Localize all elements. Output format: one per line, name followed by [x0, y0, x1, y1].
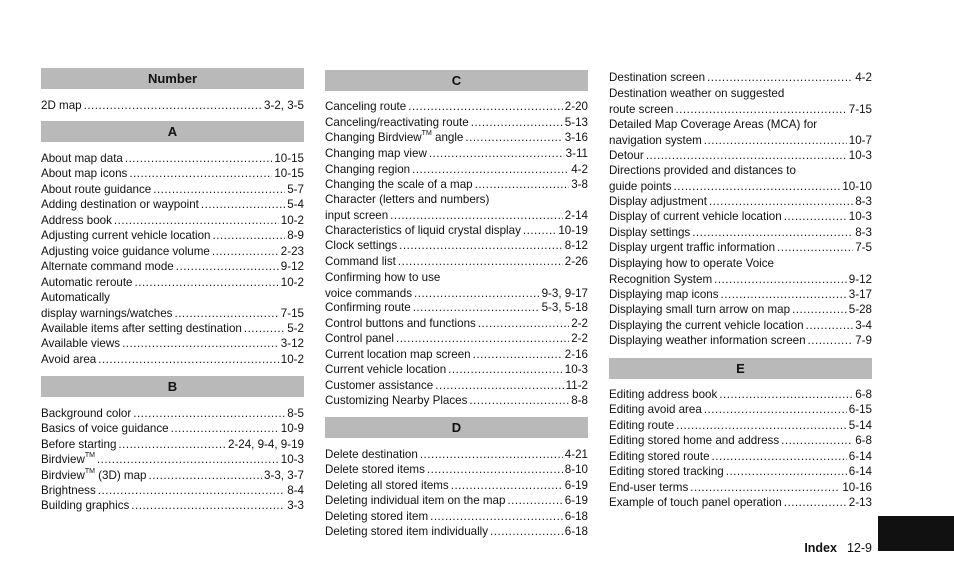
entry-page-ref: 6-18 — [564, 525, 588, 538]
leader-dots — [133, 406, 285, 422]
entry-term: Brightness — [41, 484, 96, 497]
leader-dots — [469, 393, 569, 409]
index-entry — [325, 493, 588, 509]
index-entry — [609, 163, 872, 194]
index-entry — [325, 524, 588, 540]
entry-term: Adding destination or waypoint — [41, 198, 199, 211]
entry-page-ref: 3-12 — [280, 337, 304, 350]
index-entry — [41, 437, 304, 453]
entry-term: Editing avoid area — [609, 403, 702, 416]
leader-dots — [473, 347, 563, 363]
leader-dots — [244, 321, 285, 337]
leader-dots — [784, 495, 847, 511]
index-entry — [609, 464, 872, 480]
section-header-number: Number — [41, 68, 304, 89]
entry-page-ref: 6-15 — [848, 403, 872, 416]
entry-page-ref: 2-16 — [564, 348, 588, 361]
entry-page-ref: 9-12 — [848, 272, 872, 286]
entry-term: Clock settings — [325, 239, 398, 252]
index-entry — [609, 209, 872, 225]
index-entry — [325, 378, 588, 394]
leader-dots — [451, 478, 563, 494]
entry-term: Detailed Map Coverage Areas (MCA) for — [609, 118, 818, 131]
entry-page-ref: 10-19 — [558, 224, 588, 237]
entry-page-ref: 7-9 — [855, 334, 872, 347]
entry-term: About map data — [41, 152, 123, 165]
entry-term: Command list — [325, 255, 396, 268]
leader-dots — [396, 331, 569, 347]
leader-dots — [646, 148, 847, 164]
section-header-b: B — [41, 376, 304, 397]
leader-dots — [390, 208, 563, 224]
leader-dots — [692, 225, 853, 241]
entry-page-ref: 3-3 — [287, 499, 304, 512]
entry-term: navigation system — [609, 133, 702, 147]
index-entry — [41, 498, 304, 514]
leader-dots — [523, 223, 556, 239]
entry-term: Display adjustment — [609, 195, 707, 208]
entry-term: Editing address book — [609, 388, 718, 401]
leader-dots — [674, 179, 841, 195]
entry-page-ref: 6-8 — [855, 434, 872, 447]
index-entry — [41, 166, 304, 182]
entry-page-ref: 5-14 — [848, 419, 872, 432]
entry-term: 2D map — [41, 99, 82, 112]
entry-page-ref: 4-2 — [855, 71, 872, 84]
entry-page-ref: 6-18 — [564, 510, 588, 523]
entry-page-ref: 2-23 — [280, 245, 304, 258]
leader-dots — [153, 182, 285, 198]
index-entry — [609, 256, 872, 287]
entry-page-ref: 6-19 — [564, 494, 588, 507]
leader-dots — [171, 421, 279, 437]
leader-dots — [429, 146, 564, 162]
entry-term: Display settings — [609, 226, 691, 239]
entry-page-ref: 8-9 — [287, 229, 304, 242]
entry-term: Confirming route — [325, 301, 411, 314]
index-entry — [325, 254, 588, 270]
leader-dots — [98, 483, 285, 499]
leader-dots — [97, 452, 279, 468]
index-entry — [609, 333, 872, 349]
entry-page-ref: 3-11 — [565, 147, 588, 160]
entry-page-ref: 2-24, 9-4, 9-19 — [227, 438, 304, 451]
entry-page-ref: 3-3, 3-7 — [264, 469, 304, 482]
index-entry — [325, 115, 588, 131]
index-entry — [325, 462, 588, 478]
entry-page-ref: 10-2 — [280, 353, 304, 366]
entry-term: Building graphics — [41, 499, 130, 512]
index-entry — [609, 240, 872, 256]
leader-dots — [709, 194, 853, 210]
leader-dots — [430, 509, 563, 525]
entry-page-ref: 2-13 — [848, 496, 872, 509]
leader-dots — [676, 418, 847, 434]
trademark-sup: TM — [84, 452, 95, 459]
entry-page-ref: 11-2 — [565, 379, 588, 392]
entry-page-ref: 2-2 — [571, 332, 588, 345]
entry-page-ref: 5-4 — [287, 198, 304, 211]
entry-term: Deleting individual item on the map — [325, 494, 506, 507]
entry-page-ref: 2-14 — [564, 208, 588, 222]
trademark-sup: TM — [84, 468, 95, 475]
section-header-d: D — [325, 417, 588, 438]
entry-term: Before starting — [41, 438, 117, 451]
entry-page-ref: 6-8 — [855, 388, 872, 401]
entry-term: Display urgent traffic information — [609, 241, 776, 254]
entry-term: Example of touch panel operation — [609, 496, 782, 509]
entry-page-ref: 2-26 — [564, 255, 588, 268]
entry-term: Avoid area — [41, 353, 97, 366]
entry-page-ref: 5-13 — [564, 116, 588, 129]
leader-dots — [675, 102, 846, 118]
index-entry — [325, 223, 588, 239]
index-entry — [325, 99, 588, 115]
entry-term: Editing route — [609, 419, 675, 432]
entry-term: Current vehicle location — [325, 363, 447, 376]
index-entry — [609, 449, 872, 465]
entry-term: Automatically — [41, 291, 110, 304]
entry-page-ref: 6-19 — [564, 479, 588, 492]
index-entry — [41, 151, 304, 167]
entry-term: Delete destination — [325, 448, 418, 461]
entry-term: Directions provided and distances to — [609, 164, 796, 177]
index-entry — [609, 194, 872, 210]
entry-term: Editing stored route — [609, 450, 710, 463]
entry-term: Editing stored home and address — [609, 434, 780, 447]
index-entry — [41, 98, 304, 114]
entry-term: Address book — [41, 214, 112, 227]
index-entry — [41, 483, 304, 499]
entry-page-ref: 10-16 — [842, 481, 872, 494]
leader-dots — [435, 378, 563, 394]
leader-dots — [465, 130, 562, 146]
leader-dots — [408, 99, 563, 115]
entry-term: Available views — [41, 337, 121, 350]
entry-term: Editing stored tracking — [609, 465, 724, 478]
index-entry — [325, 146, 588, 162]
index-entry — [609, 318, 872, 334]
entry-term: guide points — [609, 179, 672, 193]
entry-page-ref: 10-3 — [848, 149, 872, 162]
entry-page-ref: 10-3 — [848, 210, 872, 223]
page-footer — [760, 541, 872, 555]
leader-dots — [471, 115, 563, 131]
entry-page-ref: 4-2 — [571, 163, 588, 176]
entry-page-ref: 8-10 — [564, 463, 588, 476]
index-entry — [325, 177, 588, 193]
leader-dots — [201, 197, 285, 213]
entry-page-ref: 10-15 — [274, 167, 304, 180]
index-entry — [325, 509, 588, 525]
index-entry — [609, 117, 872, 148]
index-entry — [41, 244, 304, 260]
index-entry — [41, 213, 304, 229]
index-entry — [41, 275, 304, 291]
entry-page-ref: 10-3 — [280, 453, 304, 466]
section-header-a: A — [41, 121, 304, 142]
entry-term: input screen — [325, 208, 389, 222]
entry-term: Display of current vehicle location — [609, 210, 782, 223]
footer-section: Index — [804, 541, 837, 555]
entry-page-ref: 5-7 — [287, 183, 304, 196]
entry-term: Adjusting current vehicle location — [41, 229, 211, 242]
leader-dots — [131, 498, 285, 514]
entry-term: Deleting stored item individually — [325, 525, 489, 538]
entry-page-ref: 6-14 — [848, 465, 872, 478]
leader-dots — [118, 437, 226, 453]
index-entry — [609, 402, 872, 418]
index-entry — [609, 86, 872, 117]
entry-term: Automatic reroute — [41, 276, 133, 289]
index-entry — [609, 287, 872, 303]
index-entry — [41, 290, 304, 321]
leader-dots — [704, 402, 847, 418]
entry-page-ref: 5-3, 5-18 — [541, 301, 588, 314]
entry-term: Customer assistance — [325, 379, 434, 392]
entry-term: voice commands — [325, 286, 412, 300]
leader-dots — [148, 468, 262, 484]
index-entry — [325, 270, 588, 301]
leader-dots — [414, 286, 540, 302]
entry-page-ref: 8-8 — [571, 394, 588, 407]
entry-page-ref: 10-2 — [280, 214, 304, 227]
section-header-c: C — [325, 70, 588, 91]
leader-dots — [478, 316, 569, 332]
entry-page-ref: 9-12 — [280, 260, 304, 273]
entry-term: Canceling route — [325, 100, 407, 113]
leader-dots — [129, 166, 272, 182]
leader-dots — [420, 447, 563, 463]
entry-term: Detour — [609, 149, 644, 162]
leader-dots — [721, 287, 847, 303]
leader-dots — [704, 133, 847, 149]
leader-dots — [135, 275, 279, 291]
leader-dots — [427, 462, 563, 478]
entry-term: Basics of voice guidance — [41, 422, 169, 435]
entry-page-ref: 3-8 — [571, 178, 588, 191]
entry-page-ref: 7-15 — [848, 102, 872, 116]
index-entry — [41, 259, 304, 275]
trademark-sup: TM — [421, 130, 432, 137]
entry-term: Destination weather on suggested — [609, 87, 785, 100]
leader-dots — [712, 449, 847, 465]
entry-page-ref: 5-28 — [848, 303, 872, 316]
entry-page-ref: 10-10 — [842, 179, 872, 193]
leader-dots — [808, 333, 854, 349]
leader-dots — [122, 336, 279, 352]
entry-term: Characteristics of liquid crystal display — [325, 224, 521, 237]
entry-term: End-user terms — [609, 481, 689, 494]
index-entry — [325, 192, 588, 223]
index-entry — [609, 70, 872, 86]
index-entry — [325, 162, 588, 178]
leader-dots — [690, 480, 840, 496]
entry-term: Background color — [41, 407, 132, 420]
entry-term: Changing region — [325, 163, 411, 176]
index-entry — [325, 238, 588, 254]
leader-dots — [707, 70, 853, 86]
entry-term: Displaying map icons — [609, 288, 719, 301]
leader-dots — [475, 177, 570, 193]
entry-term: Displaying small turn arrow on map — [609, 303, 791, 316]
index-entry — [41, 336, 304, 352]
entry-page-ref: 10-9 — [280, 422, 304, 435]
leader-dots — [777, 240, 853, 256]
leader-dots — [399, 238, 563, 254]
leader-dots — [212, 244, 279, 260]
entry-page-ref: 10-2 — [280, 276, 304, 289]
index-entry — [325, 316, 588, 332]
leader-dots — [507, 493, 562, 509]
entry-page-ref: 3-16 — [564, 131, 588, 144]
entry-term: Changing map view — [325, 147, 427, 160]
index-entry — [41, 406, 304, 422]
index-entry — [609, 225, 872, 241]
index-entry — [41, 228, 304, 244]
entry-term: Canceling/reactivating route — [325, 116, 469, 129]
entry-term: route screen — [609, 102, 674, 116]
entry-term: Displaying weather information screen — [609, 334, 806, 347]
index-entry — [325, 478, 588, 494]
entry-term: Deleting stored item — [325, 510, 429, 523]
entry-page-ref: 6-14 — [848, 450, 872, 463]
entry-page-ref: 3-2, 3-5 — [264, 99, 304, 112]
entry-term: About route guidance — [41, 183, 152, 196]
leader-dots — [792, 302, 847, 318]
entry-page-ref: 5-2 — [287, 322, 304, 335]
entry-page-ref: 2-2 — [571, 317, 588, 330]
index-entry — [41, 452, 304, 468]
entry-term: About map icons — [41, 167, 128, 180]
entry-term: Displaying how to operate Voice — [609, 257, 774, 270]
index-entry — [609, 418, 872, 434]
entry-page-ref: 8-12 — [564, 239, 588, 252]
leader-dots — [174, 306, 278, 322]
entry-term: Confirming how to use — [325, 271, 441, 284]
entry-term: Control panel — [325, 332, 394, 345]
index-entry — [325, 331, 588, 347]
footer-page-number: 12-9 — [846, 541, 872, 555]
entry-page-ref: 3-4 — [855, 319, 872, 332]
entry-page-ref: 9-3, 9-17 — [541, 286, 588, 300]
entry-page-ref: 10-3 — [564, 363, 588, 376]
index-entry — [609, 387, 872, 403]
index-entry — [41, 468, 304, 484]
entry-page-ref: 8-3 — [855, 226, 872, 239]
entry-term: Recognition System — [609, 272, 713, 286]
entry-term: Control buttons and functions — [325, 317, 476, 330]
entry-term: Character (letters and numbers) — [325, 193, 490, 206]
section-header-e: E — [609, 358, 872, 379]
leader-dots — [176, 259, 279, 275]
entry-term: Delete stored items — [325, 463, 425, 476]
entry-term: Deleting all stored items — [325, 479, 449, 492]
leader-dots — [448, 362, 563, 378]
index-entry — [325, 130, 588, 146]
leader-dots — [398, 254, 563, 270]
entry-page-ref: 7-5 — [855, 241, 872, 254]
leader-dots — [806, 318, 854, 334]
entry-term: Alternate command mode — [41, 260, 174, 273]
entry-page-ref: 8-3 — [855, 195, 872, 208]
leader-dots — [781, 433, 853, 449]
index-entry — [325, 447, 588, 463]
index-entry — [325, 362, 588, 378]
entry-term: Changing the scale of a map — [325, 178, 473, 191]
leader-dots — [412, 162, 569, 178]
entry-page-ref: 8-4 — [287, 484, 304, 497]
entry-term: Customizing Nearby Places — [325, 394, 468, 407]
index-entry — [41, 352, 304, 368]
index-entry — [609, 480, 872, 496]
leader-dots — [714, 272, 847, 288]
entry-page-ref: 8-5 — [287, 407, 304, 420]
entry-term: Changing Birdview™ angle — [325, 130, 464, 144]
entry-term: Displaying the current vehicle location — [609, 319, 804, 332]
entry-term: display warnings/watches — [41, 306, 173, 320]
entry-term: Destination screen — [609, 71, 706, 84]
index-entry — [41, 321, 304, 337]
leader-dots — [84, 98, 262, 114]
index-entry — [325, 347, 588, 363]
index-entry — [41, 197, 304, 213]
leader-dots — [125, 151, 272, 167]
entry-page-ref: 10-7 — [848, 133, 872, 147]
entry-page-ref: 2-20 — [564, 100, 588, 113]
entry-page-ref: 7-15 — [280, 306, 304, 320]
entry-term: Birdview™ (3D) map — [41, 468, 147, 482]
index-entry — [609, 302, 872, 318]
entry-term: Adjusting voice guidance volume — [41, 245, 210, 258]
leader-dots — [213, 228, 286, 244]
leader-dots — [784, 209, 847, 225]
entry-page-ref: 10-15 — [274, 152, 304, 165]
leader-dots — [413, 300, 540, 316]
leader-dots — [490, 524, 563, 540]
leader-dots — [726, 464, 847, 480]
leader-dots — [114, 213, 279, 229]
index-entry — [41, 421, 304, 437]
thumb-tab — [878, 516, 954, 551]
index-entry — [609, 148, 872, 164]
index-entry — [41, 182, 304, 198]
entry-term: Birdview™ — [41, 452, 95, 466]
entry-page-ref: 3-17 — [848, 288, 872, 301]
entry-page-ref: 4-21 — [564, 448, 588, 461]
index-entry — [609, 433, 872, 449]
index-entry — [609, 495, 872, 511]
entry-term: Current location map screen — [325, 348, 471, 361]
leader-dots — [98, 352, 279, 368]
entry-term: Available items after setting destination — [41, 322, 242, 335]
leader-dots — [719, 387, 853, 403]
index-entry — [325, 300, 588, 316]
index-entry — [325, 393, 588, 409]
